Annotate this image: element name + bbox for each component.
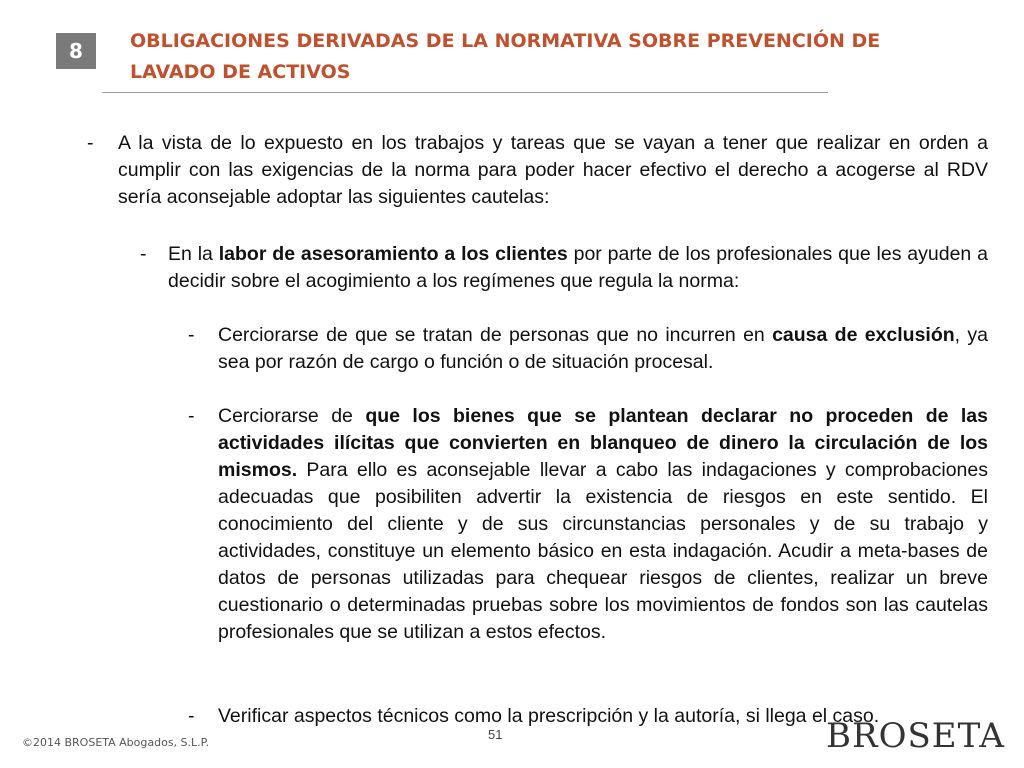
- text-segment: , ya sea por razón de cargo o función o de situación procesal.: [218, 324, 988, 373]
- paragraph-text: Verificar aspectos técnicos como la prescripción y la autoría, si llega el caso.: [218, 705, 880, 727]
- bullet-paragraph-1: [87, 130, 988, 211]
- bullet-dash: -: [188, 324, 195, 346]
- sub-bullet-1: [188, 322, 988, 376]
- paragraph-text: [168, 241, 988, 295]
- text-segment: Para ello es aconsejable llevar a cabo las indagaciones y comprobaciones adecuadas que posibiliten advertir la existencia de riesgos en este sentido. El conocimiento del cliente y de sus circunstancias personales y de su trabajo y actividades, constituye un elemento básico en esta indagación. Acudir a meta-bases de datos de personas utilizadas para chequear riesgos de clientes, realizar un breve cuestionario o determinadas pruebas sobre los movimientos de fondos son las cautelas profesionales que se utilizan a estos efectos.: [218, 459, 988, 643]
- page-number: 51: [488, 727, 503, 742]
- title-line-1: OBLIGACIONES DERIVADAS DE LA NORMATIVA SOBRE PREVENCIÓN DE: [130, 30, 881, 52]
- paragraph-text: [218, 403, 988, 646]
- bold-segment: causa de exclusión: [772, 324, 955, 346]
- text-segment: En la: [168, 243, 219, 265]
- sub-bullet-2: [188, 403, 988, 646]
- bullet-dash: -: [140, 243, 147, 265]
- bullet-dash: -: [188, 705, 195, 727]
- text-segment: por parte de los profesionales que les ayuden a decidir sobre el acogimiento a los regímenes que regula la norma:: [168, 243, 988, 292]
- bullet-dash: -: [87, 132, 94, 154]
- broseta-logo: BROSETA: [826, 716, 1005, 756]
- paragraph-text: A la vista de lo expuesto en los trabajos y tareas que se vayan a tener que realizar en orden a cumplir con las exigencias de la norma para poder hacer efectivo el derecho a acogerse al RDV sería aconsejable adoptar las siguientes cautelas:: [118, 132, 988, 208]
- bullet-paragraph-2: [140, 241, 988, 295]
- bold-segment: que los bienes que se plantean declarar no proceden de las actividades ilícitas que convierten en blanqueo de dinero la circulación de los mismos.: [218, 405, 988, 481]
- bullet-dash: -: [188, 405, 195, 427]
- slide-number-badge: 8: [56, 33, 96, 69]
- text-segment: Cerciorarse de: [218, 405, 366, 427]
- bold-segment: labor de asesoramiento a los clientes: [218, 243, 568, 265]
- paragraph-text: [218, 322, 988, 376]
- text-segment: Cerciorarse de que se tratan de personas que no incurren en: [218, 324, 773, 346]
- footer-copyright: ©2014 BROSETA Abogados, S.L.P.: [22, 736, 210, 749]
- title-line-2: LAVADO DE ACTIVOS: [130, 61, 351, 83]
